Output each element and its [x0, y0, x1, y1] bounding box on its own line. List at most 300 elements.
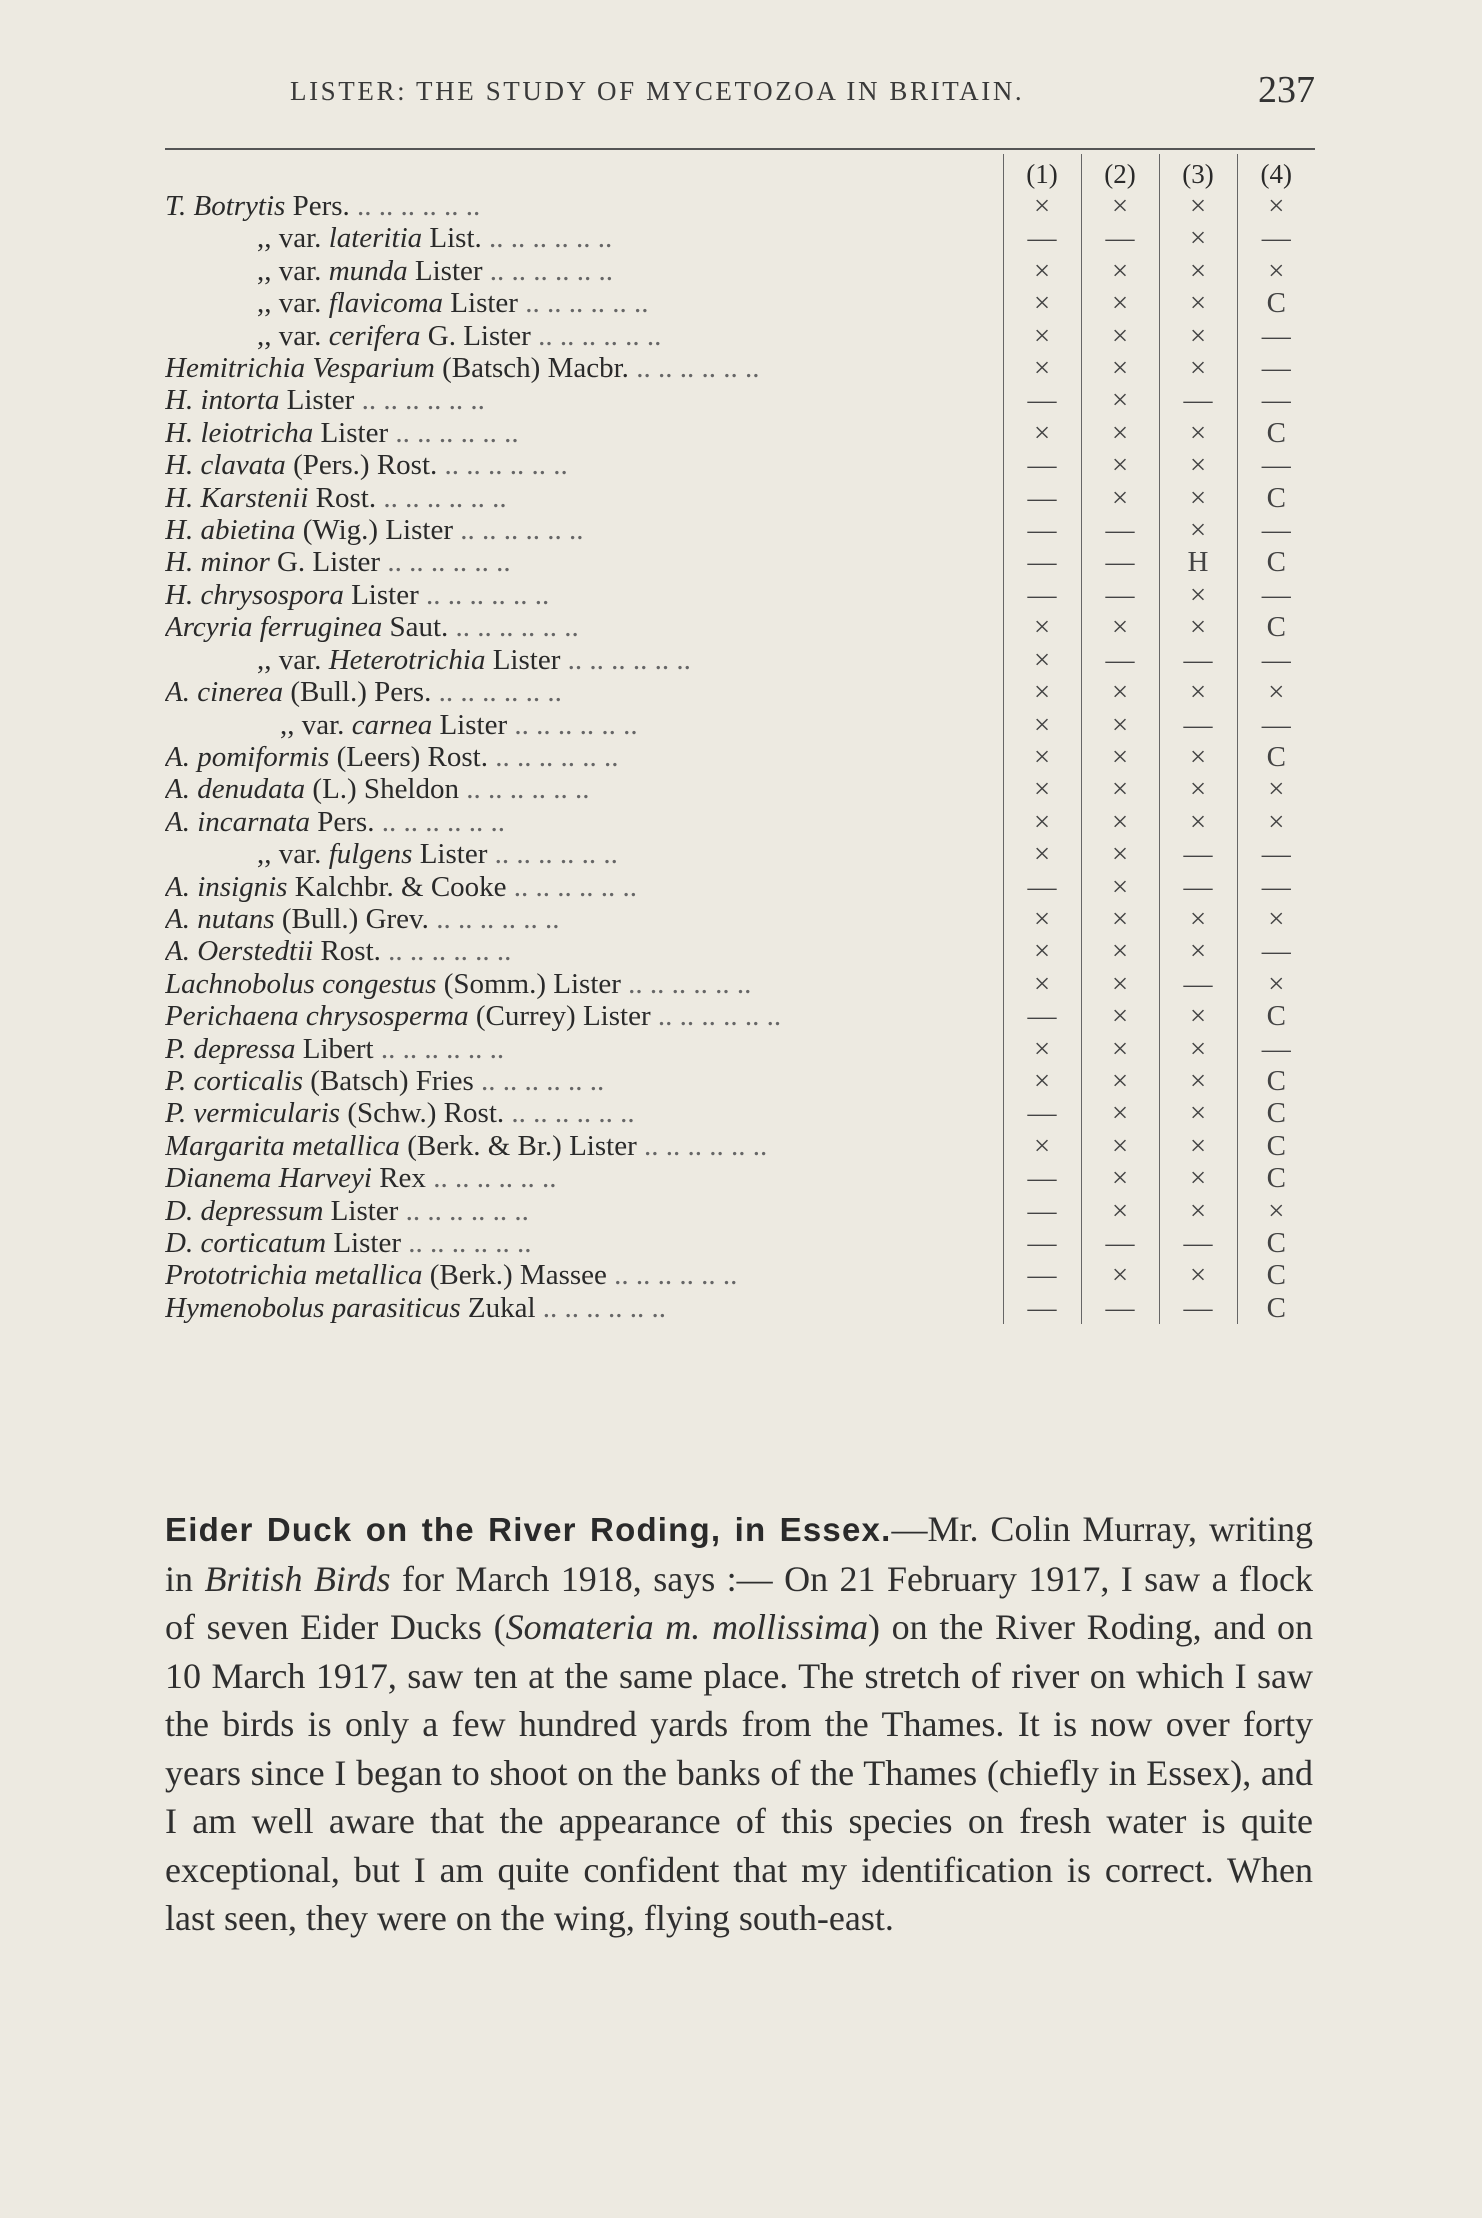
record-mark: — [1081, 222, 1159, 254]
record-mark: × [1081, 968, 1159, 1000]
table-row [165, 968, 1315, 1000]
record-mark: × [1081, 449, 1159, 481]
record-mark: × [1003, 190, 1081, 222]
taxon-name: Dianema Harveyi [165, 1162, 372, 1195]
record-mark: × [1159, 320, 1237, 352]
dot-leader: .. .. .. .. .. .. [481, 1064, 605, 1097]
record-mark: — [1159, 384, 1237, 416]
species-cell [165, 676, 1003, 708]
dot-leader: .. .. .. .. .. .. [466, 773, 590, 806]
record-mark: C [1237, 417, 1315, 449]
taxon-authority: (Schw.) Rost. [340, 1097, 505, 1130]
record-mark: × [1159, 1000, 1237, 1032]
taxon-authority: Kalchbr. & Cooke [287, 870, 507, 903]
taxon-name: Heterotrichia [328, 643, 486, 676]
record-mark: — [1081, 1292, 1159, 1324]
species-cell [165, 320, 1003, 352]
record-mark: × [1003, 709, 1081, 741]
table-row [165, 417, 1315, 449]
taxon-name: A. nutans [165, 902, 275, 935]
species-name: Somateria m. mollissima [505, 1607, 868, 1647]
dot-leader: .. .. .. .. .. .. [636, 352, 760, 385]
dot-leader: .. .. .. .. .. .. [380, 1032, 505, 1065]
taxon-authority: Zukal [460, 1291, 536, 1324]
taxon-authority: (Bull.) Grev. [274, 902, 429, 935]
record-mark: × [1081, 190, 1159, 222]
record-mark: × [1237, 1195, 1315, 1227]
taxon-authority: Lister [407, 254, 483, 287]
taxon-authority: (Pers.) Rost. [285, 449, 438, 482]
dot-leader: .. .. .. .. .. .. [511, 1097, 635, 1130]
dot-leader: .. .. .. .. .. .. [489, 254, 614, 287]
dot-leader: .. .. .. .. .. .. [494, 838, 618, 871]
record-mark: C [1237, 1065, 1315, 1097]
dot-leader: .. .. .. .. .. .. [513, 870, 638, 903]
table-row [165, 449, 1315, 481]
species-cell [165, 222, 1003, 254]
species-cell [165, 287, 1003, 319]
record-mark: — [1003, 1292, 1081, 1324]
record-mark: × [1081, 1130, 1159, 1162]
dot-leader: .. .. .. .. .. .. [405, 1194, 529, 1227]
record-mark: — [1159, 838, 1237, 870]
record-mark: — [1003, 222, 1081, 254]
record-mark: — [1237, 352, 1315, 384]
record-mark: × [1081, 287, 1159, 319]
record-mark: × [1081, 1162, 1159, 1194]
record-mark: × [1081, 806, 1159, 838]
species-cell [165, 1227, 1003, 1259]
record-mark: — [1003, 546, 1081, 578]
taxon-name: Perichaena chrysosperma [165, 1000, 469, 1033]
record-mark: × [1003, 935, 1081, 967]
record-mark: — [1159, 1292, 1237, 1324]
taxon-authority: Rex [371, 1162, 426, 1195]
species-cell [165, 871, 1003, 903]
record-mark: × [1159, 449, 1237, 481]
taxon-authority: (Currey) Lister [468, 1000, 651, 1033]
species-cell [165, 644, 1003, 676]
taxon-name: H. chrysospora [165, 578, 344, 611]
record-mark: × [1003, 741, 1081, 773]
eider-duck-note [165, 1505, 1313, 1943]
dot-leader: .. .. .. .. .. .. [489, 222, 613, 255]
record-mark: × [1159, 1162, 1237, 1194]
table-row [165, 773, 1315, 805]
note-text: ) on the River Roding, and on 10 March 1917, saw ten at the same place. The stretch of river on which I saw the birds is only a few hundred yards from the Thames. It is now over forty years since I began to shoot on the banks of the Thames (chiefly in Essex), and I am well aware that the appearance of this species on fresh water is quite exceptional, but I am quite confident that my identification is correct. When last seen, they were on the wing, flying south-east. [165, 1607, 1313, 1938]
table-row [165, 1292, 1315, 1324]
record-mark: — [1003, 482, 1081, 514]
record-mark: × [1003, 644, 1081, 676]
record-mark: H [1159, 546, 1237, 578]
taxon-name: Lachnobolus congestus [165, 967, 437, 1000]
record-mark: — [1237, 449, 1315, 481]
species-cell [165, 352, 1003, 384]
taxon-name: H. leiotricha [165, 416, 314, 449]
dot-leader: .. .. .. .. .. .. [542, 1291, 667, 1324]
species-cell [165, 741, 1003, 773]
species-cell [165, 935, 1003, 967]
table-row [165, 611, 1315, 643]
taxon-authority: Rost. [308, 481, 377, 514]
record-mark: × [1159, 287, 1237, 319]
table-row [165, 287, 1315, 319]
taxon-name: cerifera [328, 319, 421, 352]
dot-leader: .. .. .. .. .. .. [455, 611, 579, 644]
record-mark: — [1237, 838, 1315, 870]
taxon-name: A. Oerstedtii [165, 935, 314, 968]
taxon-authority: (Batsch) Macbr. [434, 352, 629, 385]
taxon-authority: G. Lister [269, 546, 381, 579]
dot-leader: .. .. .. .. .. .. [408, 1227, 532, 1259]
taxon-name: Prototrichia metallica [165, 1259, 423, 1292]
variety-prefix: ,, var. [257, 222, 329, 255]
table-row [165, 190, 1315, 222]
record-mark: × [1159, 773, 1237, 805]
record-mark: × [1237, 903, 1315, 935]
record-mark: × [1081, 1065, 1159, 1097]
dot-leader: .. .. .. .. .. .. [538, 319, 662, 352]
record-mark: × [1081, 352, 1159, 384]
taxon-name: munda [328, 254, 408, 287]
taxon-name: H. Karstenii [165, 481, 309, 514]
record-mark: × [1081, 709, 1159, 741]
taxon-authority: Lister [443, 287, 518, 320]
table-row [165, 806, 1315, 838]
record-mark: × [1159, 514, 1237, 546]
table-top-rule [165, 148, 1315, 150]
record-mark: C [1237, 1292, 1315, 1324]
table-row [165, 1259, 1315, 1291]
species-cell [165, 1033, 1003, 1065]
record-mark: × [1159, 1065, 1237, 1097]
table-row [165, 1227, 1315, 1259]
record-mark: × [1159, 741, 1237, 773]
taxon-authority: Lister [313, 416, 389, 449]
record-mark: × [1159, 579, 1237, 611]
record-mark: × [1081, 255, 1159, 287]
table-row [165, 222, 1315, 254]
taxon-authority: (Somm.) Lister [436, 967, 621, 1000]
record-mark: × [1003, 903, 1081, 935]
record-mark: C [1237, 1162, 1315, 1194]
taxon-authority: List. [422, 222, 482, 255]
record-mark: × [1003, 838, 1081, 870]
record-mark: × [1237, 255, 1315, 287]
table-row [165, 709, 1315, 741]
taxon-name: Margarita metallica [165, 1129, 400, 1162]
column-header: (4) [1237, 154, 1315, 190]
species-cell [165, 1292, 1003, 1324]
record-mark: — [1003, 1097, 1081, 1129]
record-mark: × [1159, 1097, 1237, 1129]
table-row [165, 1195, 1315, 1227]
record-mark: × [1081, 1033, 1159, 1065]
record-mark: × [1003, 417, 1081, 449]
record-mark: × [1159, 1033, 1237, 1065]
taxon-name: lateritia [328, 222, 423, 255]
table-row [165, 384, 1315, 416]
record-mark: × [1237, 190, 1315, 222]
dot-leader: .. .. .. .. .. .. [388, 935, 512, 968]
taxon-authority: (Berk. & Br.) Lister [399, 1129, 637, 1162]
record-mark: × [1003, 968, 1081, 1000]
taxon-name: P. depressa [165, 1032, 296, 1065]
taxon-name: H. minor [165, 546, 270, 579]
taxon-authority: Lister [412, 838, 488, 871]
record-mark: — [1081, 644, 1159, 676]
column-header: (3) [1159, 154, 1237, 190]
taxon-authority: Libert [295, 1032, 374, 1065]
record-mark: C [1237, 1097, 1315, 1129]
record-mark: × [1237, 968, 1315, 1000]
record-mark: × [1081, 741, 1159, 773]
record-mark: × [1081, 384, 1159, 416]
record-mark: C [1237, 287, 1315, 319]
record-mark: — [1003, 871, 1081, 903]
record-mark: × [1237, 676, 1315, 708]
note-paragraph [165, 1505, 1313, 1943]
dot-leader: .. .. .. .. .. .. [438, 676, 562, 709]
taxon-authority: G. Lister [420, 319, 531, 352]
record-mark: — [1003, 449, 1081, 481]
record-mark: — [1237, 644, 1315, 676]
dot-leader: .. .. .. .. .. .. [387, 546, 511, 579]
variety-prefix: ,, var. [257, 319, 329, 352]
species-cell [165, 968, 1003, 1000]
taxon-authority: Pers. [285, 190, 350, 222]
variety-prefix: ,, var. [257, 254, 329, 287]
dot-leader: .. .. .. .. .. .. [361, 384, 485, 417]
record-mark: — [1081, 579, 1159, 611]
table-row [165, 546, 1315, 578]
record-mark: — [1081, 546, 1159, 578]
species-cell [165, 579, 1003, 611]
table-row [165, 838, 1315, 870]
record-mark: C [1237, 1130, 1315, 1162]
record-mark: × [1003, 320, 1081, 352]
note-text: for March 1918, says :— On 21 February 1917, I saw a flock of seven Eider Ducks ( [165, 1558, 1313, 1647]
variety-prefix: ,, var. [257, 287, 329, 320]
dot-leader: .. .. .. .. .. .. [514, 708, 638, 741]
record-mark: — [1237, 935, 1315, 967]
dot-leader: .. .. .. .. .. .. [426, 578, 550, 611]
record-mark: × [1081, 1259, 1159, 1291]
record-mark: — [1081, 1227, 1159, 1259]
species-cell [165, 806, 1003, 838]
record-mark: × [1237, 773, 1315, 805]
dot-leader: .. .. .. .. .. .. [495, 740, 619, 773]
taxon-authority: Lister [279, 384, 355, 417]
taxon-name: carnea [351, 708, 433, 741]
species-cell [165, 190, 1003, 222]
taxon-authority: Lister [323, 1194, 399, 1227]
record-mark: C [1237, 546, 1315, 578]
taxon-name: D. depressum [165, 1194, 324, 1227]
record-mark: × [1003, 806, 1081, 838]
species-cell [165, 903, 1003, 935]
dot-leader: .. .. .. .. .. .. [628, 967, 752, 1000]
record-mark: × [1159, 611, 1237, 643]
journal-title: British Birds [204, 1558, 391, 1599]
taxon-name: fulgens [328, 838, 413, 871]
record-mark: — [1237, 871, 1315, 903]
taxon-name: H. abietina [165, 514, 296, 547]
record-mark: C [1237, 482, 1315, 514]
taxon-name: flavicoma [328, 287, 444, 320]
record-mark: C [1237, 1259, 1315, 1291]
species-cell [165, 1259, 1003, 1291]
record-mark: — [1237, 709, 1315, 741]
running-title: LISTER: THE STUDY OF MYCETOZOA IN BRITAIN. [290, 76, 1025, 106]
record-mark: × [1237, 806, 1315, 838]
table-row [165, 320, 1315, 352]
record-mark: — [1003, 514, 1081, 546]
taxon-authority: Lister [432, 708, 508, 741]
table-row [165, 482, 1315, 514]
record-mark: × [1159, 255, 1237, 287]
record-mark: × [1081, 320, 1159, 352]
record-mark: — [1237, 1033, 1315, 1065]
variety-prefix: ,, var. [257, 838, 329, 871]
table-header-row [165, 154, 1315, 190]
species-cell [165, 417, 1003, 449]
table-body [165, 190, 1315, 1324]
taxon-authority: (Bull.) Pers. [283, 676, 432, 709]
record-mark: × [1159, 806, 1237, 838]
table-row [165, 352, 1315, 384]
record-mark: C [1237, 1000, 1315, 1032]
header-species [165, 154, 1003, 190]
dot-leader: .. .. .. .. .. .. [614, 1259, 738, 1292]
taxon-name: A. cinerea [165, 676, 284, 709]
record-mark: — [1237, 320, 1315, 352]
species-cell [165, 1130, 1003, 1162]
taxon-authority: Lister [326, 1227, 401, 1259]
page-number: 237 [1258, 69, 1315, 111]
record-mark: × [1159, 417, 1237, 449]
species-cell [165, 255, 1003, 287]
taxon-authority: (Wig.) Lister [295, 514, 453, 547]
dot-leader: .. .. .. .. .. .. [567, 643, 691, 676]
column-header: (1) [1003, 154, 1081, 190]
record-mark: × [1159, 935, 1237, 967]
dot-leader: .. .. .. .. .. .. [433, 1162, 557, 1195]
record-mark: × [1003, 611, 1081, 643]
record-mark: — [1003, 1000, 1081, 1032]
taxon-authority: (L.) Sheldon [305, 773, 459, 806]
dot-leader: .. .. .. .. .. .. [436, 902, 560, 935]
record-mark: × [1003, 676, 1081, 708]
record-mark: × [1081, 482, 1159, 514]
table-row [165, 514, 1315, 546]
record-mark: × [1003, 773, 1081, 805]
dot-leader: .. .. .. .. .. .. [657, 1000, 782, 1033]
record-mark: × [1159, 352, 1237, 384]
record-mark: × [1081, 935, 1159, 967]
dot-leader: .. .. .. .. .. .. [357, 190, 481, 222]
record-mark: × [1159, 222, 1237, 254]
taxon-authority: Lister [485, 643, 561, 676]
species-cell [165, 482, 1003, 514]
record-mark: × [1081, 1000, 1159, 1032]
taxon-authority: Rost. [313, 935, 381, 968]
record-mark: × [1003, 287, 1081, 319]
record-mark: — [1237, 222, 1315, 254]
taxon-name: P. vermicularis [165, 1097, 341, 1130]
record-mark: × [1081, 773, 1159, 805]
record-mark: × [1003, 1033, 1081, 1065]
table-row [165, 255, 1315, 287]
species-cell [165, 709, 1003, 741]
record-mark: × [1159, 482, 1237, 514]
table-row [165, 903, 1315, 935]
dot-leader: .. .. .. .. .. .. [444, 449, 568, 482]
record-mark: × [1159, 903, 1237, 935]
record-mark: — [1159, 968, 1237, 1000]
table-row [165, 644, 1315, 676]
taxon-authority: Pers. [310, 805, 375, 838]
taxon-authority: (Batsch) Fries [303, 1064, 474, 1097]
record-mark: × [1081, 611, 1159, 643]
dot-leader: .. .. .. .. .. .. [460, 514, 584, 547]
taxon-name: A. incarnata [165, 805, 310, 838]
record-mark: — [1003, 1259, 1081, 1291]
record-mark: × [1081, 838, 1159, 870]
taxon-name: H. intorta [165, 384, 280, 417]
table-row [165, 1130, 1315, 1162]
column-header: (2) [1081, 154, 1159, 190]
species-cell [165, 773, 1003, 805]
species-cell [165, 838, 1003, 870]
taxon-name: A. insignis [165, 870, 288, 903]
taxon-name: D. corticatum [165, 1227, 327, 1259]
table-row [165, 741, 1315, 773]
record-mark: × [1003, 255, 1081, 287]
table-row [165, 871, 1315, 903]
record-mark: — [1003, 1195, 1081, 1227]
record-mark: × [1003, 1065, 1081, 1097]
record-mark: C [1237, 1227, 1315, 1259]
species-cell [165, 546, 1003, 578]
taxon-authority: Lister [343, 578, 419, 611]
taxon-name: Hemitrichia Vesparium [165, 352, 435, 385]
record-mark: × [1159, 1195, 1237, 1227]
record-mark: C [1237, 741, 1315, 773]
running-head [165, 68, 1315, 118]
record-mark: × [1081, 1097, 1159, 1129]
record-mark: — [1081, 514, 1159, 546]
record-mark: — [1159, 709, 1237, 741]
record-mark: — [1237, 579, 1315, 611]
taxon-authority: (Berk.) Massee [422, 1259, 607, 1292]
dot-leader: .. .. .. .. .. .. [395, 416, 519, 449]
record-mark: — [1003, 1227, 1081, 1259]
species-cell [165, 1162, 1003, 1194]
record-mark: × [1081, 417, 1159, 449]
taxon-name: A. denudata [165, 773, 306, 806]
table-row [165, 1162, 1315, 1194]
table-row [165, 1033, 1315, 1065]
taxon-authority: Saut. [382, 611, 449, 644]
variety-prefix: ,, var. [257, 643, 329, 676]
record-mark: × [1003, 352, 1081, 384]
record-mark: × [1081, 1195, 1159, 1227]
note-headline: Eider Duck on the River Roding, in Essex. [165, 1511, 892, 1548]
species-cell [165, 1097, 1003, 1129]
variety-prefix: ,, var. [280, 708, 352, 741]
record-mark: — [1003, 384, 1081, 416]
